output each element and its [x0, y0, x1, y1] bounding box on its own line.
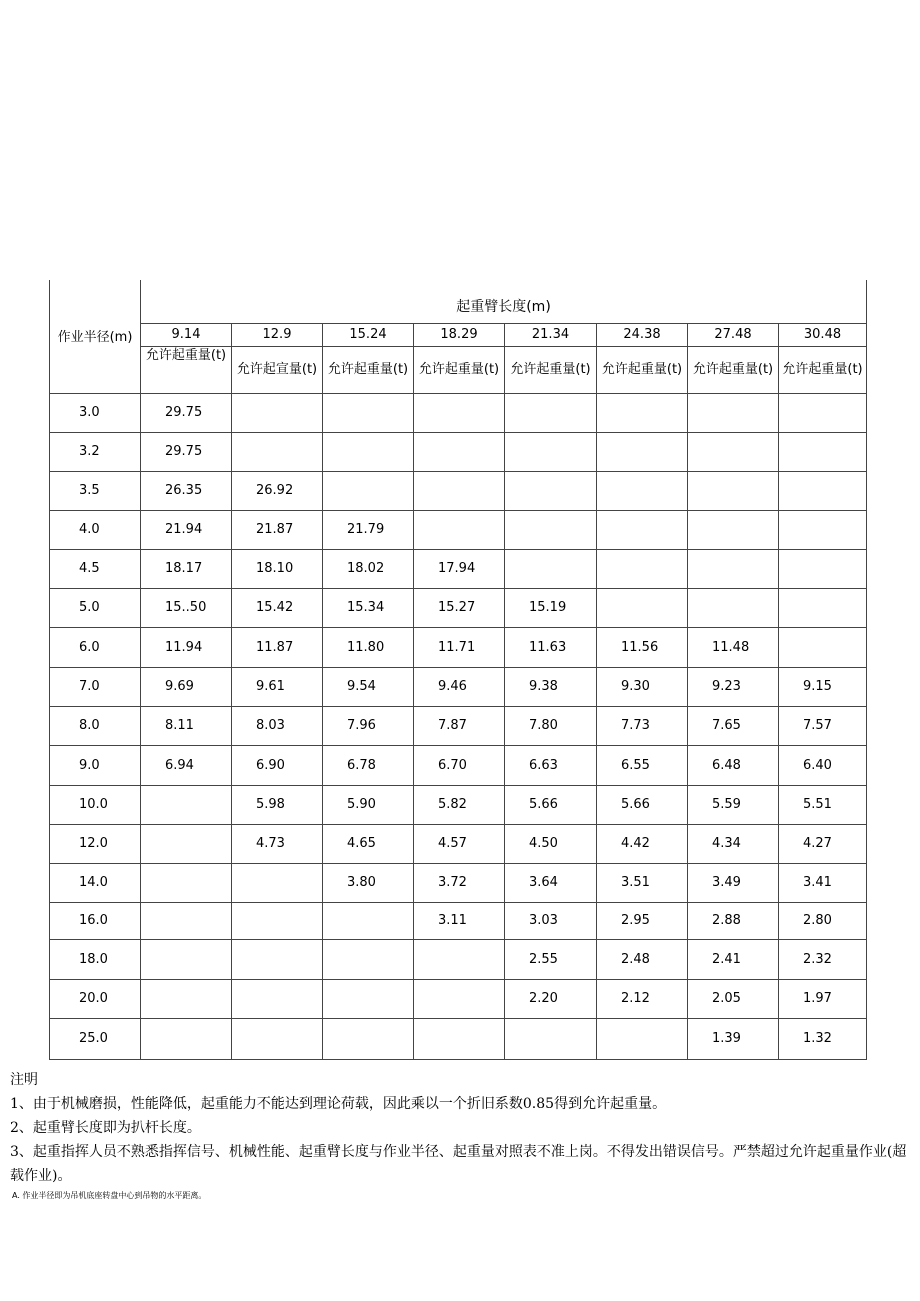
capacity-value-cell: 9.38 [505, 667, 597, 706]
capacity-value-cell [779, 393, 867, 432]
radius-cell: 8.0 [50, 706, 141, 745]
capacity-value-cell: 4.42 [597, 824, 688, 863]
capacity-unit-header: 允许起重量(t) [141, 346, 232, 393]
capacity-value-cell [688, 471, 779, 510]
radius-cell: 4.5 [50, 549, 141, 588]
capacity-value-cell: 9.46 [414, 667, 505, 706]
capacity-value-cell: 11.94 [141, 627, 232, 667]
capacity-value-cell [141, 902, 232, 939]
capacity-value-cell: 7.96 [323, 706, 414, 745]
capacity-value-cell [779, 627, 867, 667]
capacity-value-cell [505, 432, 597, 471]
capacity-value-cell [232, 863, 323, 902]
capacity-value-cell: 15..50 [141, 588, 232, 627]
capacity-value-cell [141, 939, 232, 979]
capacity-value-cell: 5.59 [688, 785, 779, 824]
capacity-value-cell: 6.55 [597, 745, 688, 785]
capacity-value-cell: 2.48 [597, 939, 688, 979]
radius-cell: 3.5 [50, 471, 141, 510]
table-row [50, 902, 867, 939]
table-row [50, 785, 867, 824]
capacity-value-cell: 3.41 [779, 863, 867, 902]
capacity-value-cell [414, 471, 505, 510]
radius-cell: 18.0 [50, 939, 141, 979]
note-item: 2、起重臂长度即为扒杆长度。 [10, 1120, 201, 1136]
capacity-value-cell [414, 393, 505, 432]
capacity-value-cell: 2.12 [597, 979, 688, 1018]
capacity-value-cell: 4.27 [779, 824, 867, 863]
capacity-unit-header: 允许起重量(t) [323, 346, 414, 393]
capacity-value-cell: 15.27 [414, 588, 505, 627]
radius-cell: 3.0 [50, 393, 141, 432]
capacity-value-cell [232, 902, 323, 939]
table-row [50, 1018, 867, 1059]
capacity-value-cell: 7.57 [779, 706, 867, 745]
radius-cell: 9.0 [50, 745, 141, 785]
capacity-value-cell: 15.42 [232, 588, 323, 627]
table-row [50, 432, 867, 471]
capacity-value-cell: 21.94 [141, 510, 232, 549]
capacity-value-cell: 8.11 [141, 706, 232, 745]
capacity-value-cell [597, 471, 688, 510]
table-row [50, 627, 867, 667]
capacity-value-cell: 2.41 [688, 939, 779, 979]
table-row [50, 667, 867, 706]
capacity-value-cell: 15.19 [505, 588, 597, 627]
capacity-value-cell: 11.87 [232, 627, 323, 667]
radius-cell: 3.2 [50, 432, 141, 471]
capacity-value-cell: 1.32 [779, 1018, 867, 1059]
capacity-value-cell [323, 939, 414, 979]
radius-cell: 6.0 [50, 627, 141, 667]
capacity-value-cell: 6.90 [232, 745, 323, 785]
capacity-value-cell: 2.55 [505, 939, 597, 979]
capacity-value-cell: 21.87 [232, 510, 323, 549]
table-row [50, 939, 867, 979]
capacity-value-cell: 6.48 [688, 745, 779, 785]
capacity-value-cell: 6.63 [505, 745, 597, 785]
capacity-value-cell [688, 510, 779, 549]
capacity-value-cell: 7.65 [688, 706, 779, 745]
capacity-value-cell [323, 902, 414, 939]
capacity-value-cell [597, 432, 688, 471]
table-row [50, 706, 867, 745]
capacity-value-cell: 29.75 [141, 432, 232, 471]
capacity-value-cell [414, 979, 505, 1018]
capacity-value-cell: 2.05 [688, 979, 779, 1018]
capacity-value-cell [141, 785, 232, 824]
radius-cell: 12.0 [50, 824, 141, 863]
capacity-value-cell [323, 432, 414, 471]
capacity-value-cell: 4.50 [505, 824, 597, 863]
table-row [50, 588, 867, 627]
capacity-value-cell: 9.30 [597, 667, 688, 706]
capacity-value-cell: 2.32 [779, 939, 867, 979]
boom-length-cell: 12.9 [232, 323, 323, 346]
note-item: 1、由于机械磨损，性能降低，起重能力不能达到理论荷载，因此乘以一个折旧系数0.85得到允许起重量。 [10, 1096, 667, 1112]
capacity-value-cell [597, 549, 688, 588]
capacity-value-cell: 5.66 [597, 785, 688, 824]
capacity-value-cell: 7.80 [505, 706, 597, 745]
radius-cell: 16.0 [50, 902, 141, 939]
capacity-value-cell: 9.23 [688, 667, 779, 706]
table-row [50, 863, 867, 902]
boom-length-cell: 18.29 [414, 323, 505, 346]
capacity-value-cell [323, 471, 414, 510]
note-item: 3、起重指挥人员不熟悉指挥信号、机械性能、起重臂长度与作业半径、起重量对照表不准上岗。不得发出错误信号。严禁超过允许起重量作业(超载作业)。 [10, 1144, 907, 1184]
capacity-header-row [50, 346, 867, 393]
capacity-value-cell: 7.73 [597, 706, 688, 745]
capacity-value-cell [688, 432, 779, 471]
capacity-value-cell [688, 549, 779, 588]
capacity-unit-header: 允许起重量(t) [597, 346, 688, 393]
capacity-value-cell [779, 588, 867, 627]
capacity-value-cell: 9.15 [779, 667, 867, 706]
capacity-value-cell: 3.49 [688, 863, 779, 902]
capacity-value-cell [323, 979, 414, 1018]
capacity-value-cell [414, 432, 505, 471]
capacity-unit-header: 允许起重量(t) [414, 346, 505, 393]
capacity-value-cell [779, 510, 867, 549]
table-row [50, 979, 867, 1018]
capacity-value-cell: 11.80 [323, 627, 414, 667]
capacity-value-cell: 11.63 [505, 627, 597, 667]
capacity-value-cell: 5.82 [414, 785, 505, 824]
capacity-value-cell: 26.35 [141, 471, 232, 510]
capacity-value-cell: 4.34 [688, 824, 779, 863]
radius-cell: 4.0 [50, 510, 141, 549]
capacity-value-cell: 29.75 [141, 393, 232, 432]
notes-title: 注明 [10, 1072, 38, 1088]
capacity-value-cell [779, 549, 867, 588]
table-row [50, 745, 867, 785]
capacity-value-cell: 5.90 [323, 785, 414, 824]
boom-length-cell: 24.38 [597, 323, 688, 346]
capacity-value-cell [597, 393, 688, 432]
capacity-value-cell: 3.64 [505, 863, 597, 902]
capacity-value-cell [688, 588, 779, 627]
capacity-value-cell: 3.51 [597, 863, 688, 902]
table-row [50, 824, 867, 863]
capacity-value-cell [505, 393, 597, 432]
capacity-value-cell: 6.78 [323, 745, 414, 785]
radius-cell: 10.0 [50, 785, 141, 824]
table-row [50, 510, 867, 549]
boom-length-cell: 27.48 [688, 323, 779, 346]
boom-length-row [50, 323, 867, 346]
capacity-value-cell: 11.48 [688, 627, 779, 667]
capacity-value-cell [141, 863, 232, 902]
capacity-value-cell: 7.87 [414, 706, 505, 745]
capacity-value-cell [141, 824, 232, 863]
table-row [50, 393, 867, 432]
capacity-value-cell: 3.03 [505, 902, 597, 939]
capacity-value-cell: 1.39 [688, 1018, 779, 1059]
capacity-value-cell: 3.72 [414, 863, 505, 902]
boom-length-cell: 9.14 [141, 323, 232, 346]
capacity-value-cell [232, 979, 323, 1018]
capacity-value-cell: 5.51 [779, 785, 867, 824]
capacity-value-cell [505, 510, 597, 549]
capacity-value-cell: 11.71 [414, 627, 505, 667]
capacity-unit-header: 允许起重量(t) [688, 346, 779, 393]
capacity-value-cell: 6.70 [414, 745, 505, 785]
capacity-value-cell [505, 549, 597, 588]
radius-cell: 14.0 [50, 863, 141, 902]
capacity-value-cell: 1.97 [779, 979, 867, 1018]
capacity-value-cell [232, 939, 323, 979]
capacity-value-cell [597, 510, 688, 549]
capacity-value-cell: 2.20 [505, 979, 597, 1018]
capacity-data-body [50, 393, 867, 1059]
capacity-value-cell [779, 471, 867, 510]
capacity-value-cell: 15.34 [323, 588, 414, 627]
radius-column-header: 作业半径(m) [50, 280, 141, 393]
capacity-value-cell [597, 1018, 688, 1059]
radius-cell: 25.0 [50, 1018, 141, 1059]
capacity-value-cell: 6.94 [141, 745, 232, 785]
capacity-value-cell [232, 432, 323, 471]
capacity-value-cell [779, 432, 867, 471]
capacity-value-cell: 5.66 [505, 785, 597, 824]
capacity-value-cell [232, 393, 323, 432]
capacity-value-cell [232, 1018, 323, 1059]
capacity-value-cell [505, 1018, 597, 1059]
capacity-value-cell [141, 979, 232, 1018]
capacity-unit-header: 允许起重量(t) [779, 346, 867, 393]
capacity-value-cell [414, 939, 505, 979]
capacity-value-cell: 5.98 [232, 785, 323, 824]
capacity-value-cell: 21.79 [323, 510, 414, 549]
radius-cell: 7.0 [50, 667, 141, 706]
capacity-value-cell: 26.92 [232, 471, 323, 510]
capacity-value-cell [688, 393, 779, 432]
capacity-value-cell: 8.03 [232, 706, 323, 745]
capacity-value-cell: 6.40 [779, 745, 867, 785]
capacity-value-cell [414, 510, 505, 549]
capacity-value-cell: 11.56 [597, 627, 688, 667]
capacity-value-cell: 17.94 [414, 549, 505, 588]
capacity-unit-header: 允许起重量(t) [505, 346, 597, 393]
capacity-value-cell [505, 471, 597, 510]
capacity-value-cell: 9.54 [323, 667, 414, 706]
capacity-value-cell: 9.69 [141, 667, 232, 706]
boom-length-cell: 15.24 [323, 323, 414, 346]
radius-cell: 20.0 [50, 979, 141, 1018]
boom-length-cell: 21.34 [505, 323, 597, 346]
capacity-value-cell [141, 1018, 232, 1059]
capacity-unit-header: 允许起宣量(t) [232, 346, 323, 393]
radius-cell: 5.0 [50, 588, 141, 627]
boom-length-cell: 30.48 [779, 323, 867, 346]
capacity-value-cell: 2.95 [597, 902, 688, 939]
capacity-value-cell: 18.17 [141, 549, 232, 588]
capacity-value-cell: 4.73 [232, 824, 323, 863]
table-row [50, 471, 867, 510]
capacity-value-cell: 3.11 [414, 902, 505, 939]
capacity-value-cell: 9.61 [232, 667, 323, 706]
capacity-value-cell: 18.10 [232, 549, 323, 588]
load-capacity-table [49, 280, 867, 1060]
capacity-value-cell [323, 1018, 414, 1059]
note-item-small: A. 作业半径即为吊机底座转盘中心到吊物的水平距离。 [12, 1191, 207, 1200]
capacity-value-cell: 4.65 [323, 824, 414, 863]
capacity-value-cell [597, 588, 688, 627]
boom-length-header: 起重臂长度(m) [141, 280, 867, 323]
notes-section [10, 1068, 910, 1202]
capacity-value-cell: 3.80 [323, 863, 414, 902]
capacity-value-cell: 18.02 [323, 549, 414, 588]
capacity-value-cell: 4.57 [414, 824, 505, 863]
table-row [50, 549, 867, 588]
capacity-value-cell [414, 1018, 505, 1059]
capacity-value-cell: 2.80 [779, 902, 867, 939]
capacity-value-cell: 2.88 [688, 902, 779, 939]
capacity-value-cell [323, 393, 414, 432]
